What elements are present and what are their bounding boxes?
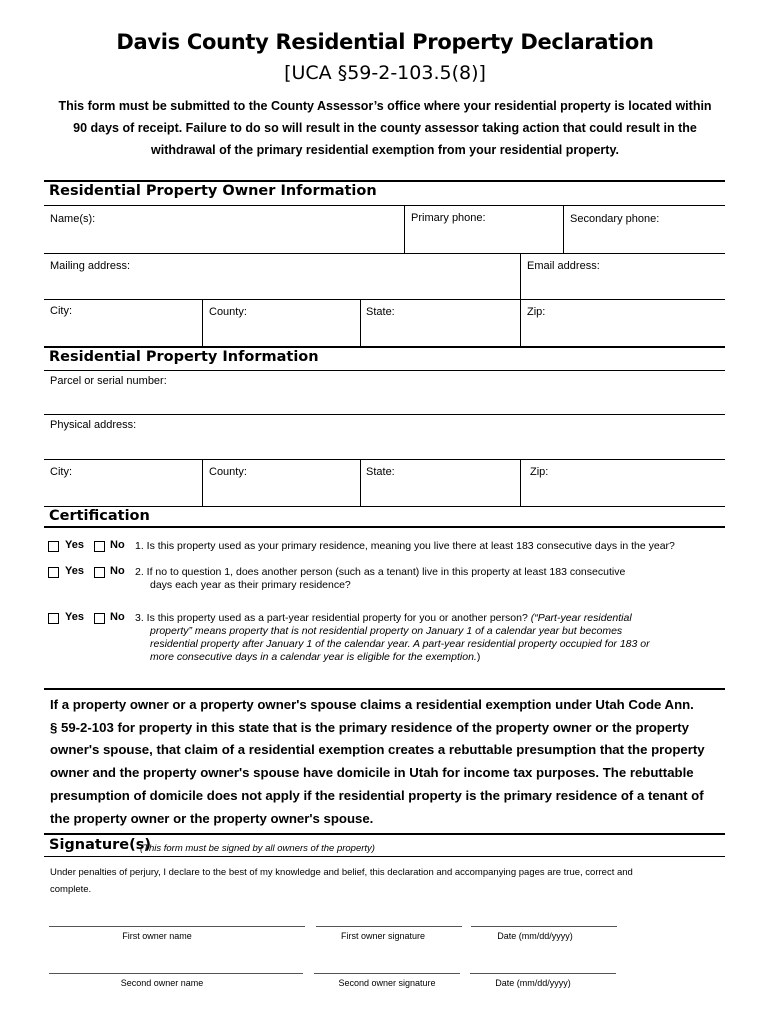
legal-bottom-rule: [44, 833, 725, 835]
second-owner-name-line[interactable]: [49, 973, 303, 974]
legal-line-6: the property owner or the property owner's spouse.: [50, 810, 374, 826]
question-3-note: [150, 625, 650, 664]
divider: [404, 206, 405, 253]
mailing-address-field[interactable]: Mailing address:: [50, 260, 131, 272]
legal-line-4: owner and the property owner's spouse have domicile in Utah for income tax purposes. The rebuttable: [50, 765, 694, 781]
physical-address-field[interactable]: Physical address:: [50, 419, 137, 431]
rule: [44, 346, 725, 348]
divider: [202, 460, 203, 506]
divider: [520, 300, 521, 346]
question-3-note-3: residential property after January 1 of the calendar year. A part-year residential property occupied for 183 or: [150, 638, 650, 650]
q3-no-label: No: [110, 611, 125, 623]
signature-note: (This form must be signed by all owners of the property): [140, 843, 375, 854]
q3-yes-label: Yes: [65, 611, 84, 623]
first-owner-name-line[interactable]: [49, 926, 305, 927]
first-owner-name-label: First owner name: [122, 931, 192, 941]
parcel-number-field[interactable]: Parcel or serial number:: [50, 375, 167, 387]
email-field[interactable]: Email address:: [527, 260, 600, 272]
rule: [44, 856, 725, 857]
legal-notice: [50, 694, 740, 830]
question-2-line-2: days each year as their primary residence?: [150, 579, 351, 591]
divider: [520, 254, 521, 299]
q3-no-checkbox[interactable]: [94, 613, 105, 624]
owner-section-rule: [44, 205, 725, 206]
first-owner-signature-label: First owner signature: [340, 931, 426, 941]
date-2-label: Date (mm/dd/yyyy): [495, 978, 571, 988]
divider: [202, 300, 203, 346]
secondary-phone-field[interactable]: Secondary phone:: [570, 213, 660, 225]
date-2-line[interactable]: [470, 973, 616, 974]
declaration-line-2: complete.: [50, 884, 92, 895]
intro-line-1: This form must be submitted to the County Assessor’s office where your residential property is located within: [58, 99, 712, 113]
divider: [360, 300, 361, 346]
signature-title: Signature(s): [49, 837, 152, 853]
date-1-label: Date (mm/dd/yyyy): [497, 931, 573, 941]
intro-line-2: 90 days of receipt. Failure to do so will result in the county assessor taking action that could result in the: [73, 121, 697, 135]
intro-text: [40, 95, 730, 161]
owner-city-field[interactable]: City:: [50, 305, 72, 317]
rule: [44, 506, 725, 507]
legal-line-5: presumption of domicile does not apply if the residential property is the primary residence of a tenant of: [50, 787, 704, 803]
second-owner-name-label: Second owner name: [120, 978, 204, 988]
declaration-line-1: Under penalties of perjury, I declare to the best of my knowledge and belief, this declaration and accompanying pages are true, correct and: [50, 867, 633, 878]
certification-title: Certification: [49, 508, 150, 524]
property-city-field[interactable]: City:: [50, 466, 72, 478]
property-zip-field[interactable]: Zip:: [530, 466, 549, 478]
property-state-field[interactable]: State:: [366, 466, 395, 478]
property-county-field[interactable]: County:: [209, 466, 247, 478]
primary-phone-field[interactable]: Primary phone:: [411, 212, 486, 224]
names-field[interactable]: Name(s):: [50, 213, 96, 225]
question-3-note-1: (“Part-year residential: [530, 612, 632, 624]
question-3-note-2: property” means property that is not residential property on January 1 of a calendar year but becomes: [150, 625, 623, 637]
rule: [44, 299, 725, 300]
q1-yes-label: Yes: [65, 539, 84, 551]
question-2-line-1: 2. If no to question 1, does another person (such as a tenant) live in this property at least 183 consecutive: [135, 566, 626, 578]
owner-county-field[interactable]: County:: [209, 306, 247, 318]
rule: [44, 414, 725, 415]
second-owner-signature-label: Second owner signature: [338, 978, 436, 988]
divider: [360, 460, 361, 506]
legal-line-2: § 59-2-103 for property in this state that is the primary residence of the property owner or the property: [50, 719, 690, 735]
intro-line-3: withdrawal of the primary residential exemption from your residential property.: [151, 143, 619, 157]
first-owner-signature-line[interactable]: [316, 926, 462, 927]
q3-yes-checkbox[interactable]: [48, 613, 59, 624]
question-1: 1. Is this property used as your primary residence, meaning you live there at least 183 consecutive days in the year?: [135, 540, 675, 552]
rule: [44, 253, 725, 254]
property-section-title: Residential Property Information: [49, 349, 319, 365]
owner-section-top-rule: [44, 180, 725, 182]
second-owner-signature-line[interactable]: [314, 973, 460, 974]
question-3-close-paren: ): [476, 651, 481, 663]
q1-yes-checkbox[interactable]: [48, 541, 59, 552]
rule: [44, 459, 725, 460]
q1-no-label: No: [110, 539, 125, 551]
legal-line-3: owner's spouse, that claim of a residential exemption creates a rebuttable presumption that the property: [50, 742, 705, 758]
q1-no-checkbox[interactable]: [94, 541, 105, 552]
form-title: Davis County Residential Property Declaration: [116, 30, 654, 54]
q2-yes-label: Yes: [65, 565, 84, 577]
form-subtitle: [UCA §59-2-103.5(8)]: [284, 62, 486, 84]
legal-top-rule: [44, 688, 725, 690]
owner-zip-field[interactable]: Zip:: [527, 306, 546, 318]
perjury-declaration: [50, 864, 730, 898]
legal-line-1: If a property owner or a property owner's spouse claims a residential exemption under Utah Code Ann.: [50, 697, 694, 712]
question-3-note-4: more consecutive days in a calendar year is eligible for the exemption.: [150, 651, 477, 663]
divider: [563, 206, 564, 253]
rule: [44, 526, 725, 528]
divider: [520, 460, 521, 506]
q2-no-label: No: [110, 565, 125, 577]
question-3: [135, 612, 632, 625]
date-1-line[interactable]: [471, 926, 617, 927]
owner-state-field[interactable]: State:: [366, 306, 395, 318]
owner-section-title: Residential Property Owner Information: [49, 183, 377, 199]
q2-no-checkbox[interactable]: [94, 567, 105, 578]
rule: [44, 370, 725, 371]
question-3-text: 3. Is this property used as a part-year residential property for you or another person?: [135, 612, 531, 624]
q2-yes-checkbox[interactable]: [48, 567, 59, 578]
